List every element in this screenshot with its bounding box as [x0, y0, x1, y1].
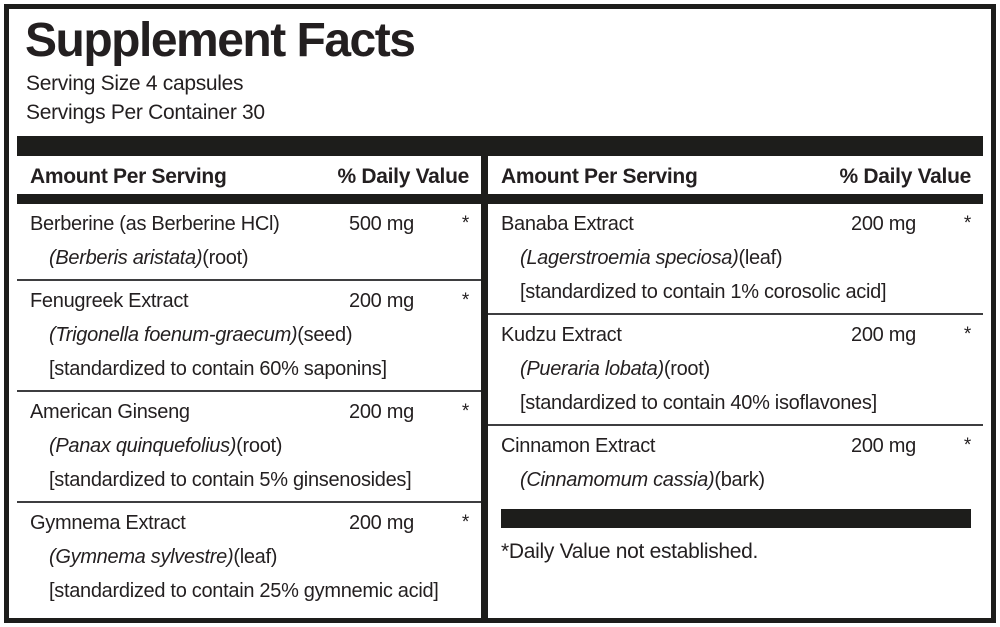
left-header-bar [17, 194, 481, 204]
plant-part: (leaf) [233, 546, 278, 568]
ingredient-name: Kudzu Extract [501, 324, 622, 346]
latin-name: (Gymnema sylvestre) [49, 546, 234, 568]
standardization-note: [standardized to contain 5% ginsenosides] [49, 469, 412, 491]
ingredient-row-cinnamon [488, 426, 983, 501]
ingredient-amount: 200 mg [851, 435, 916, 457]
plant-part: (root) [202, 247, 249, 269]
ingredient-row-banaba [488, 204, 983, 315]
ingredient-source [30, 540, 469, 574]
standardization-note: [standardized to contain 60% saponins] [49, 358, 387, 380]
daily-value-asterisk: * [963, 435, 971, 456]
daily-value-asterisk: * [963, 324, 971, 345]
ingredient-row-kudzu [488, 315, 983, 426]
amount-per-serving-heading: Amount Per Serving [30, 165, 227, 188]
column-divider [481, 156, 488, 618]
ingredient-row-fenugreek [17, 281, 481, 392]
ingredient-row-berberine [17, 204, 481, 281]
ingredient-amount: 200 mg [851, 324, 916, 346]
daily-value-heading: % Daily Value [337, 165, 469, 188]
ingredient-name: Berberine (as Berberine HCl) [30, 213, 280, 235]
header-divider-bar [17, 136, 983, 156]
supplement-facts-panel [4, 4, 996, 623]
latin-name: (Berberis aristata) [49, 247, 203, 269]
ingredient-row-american-ginseng [17, 392, 481, 503]
ingredient-source [30, 429, 469, 463]
left-column [17, 156, 481, 618]
right-column-header [488, 156, 983, 194]
plant-part: (root) [236, 435, 283, 457]
latin-name: (Panax quinquefolius) [49, 435, 237, 457]
plant-part: (seed) [297, 324, 353, 346]
ingredient-amount: 200 mg [349, 512, 414, 534]
columns-container [17, 156, 983, 618]
plant-part: (root) [663, 358, 710, 380]
left-column-header [17, 156, 481, 194]
ingredient-name: Gymnema Extract [30, 512, 186, 534]
right-header-bar [488, 194, 983, 204]
ingredient-source [30, 241, 469, 275]
panel-title: Supplement Facts [25, 14, 415, 67]
footnote-divider-bar [501, 509, 971, 528]
ingredient-name: Fenugreek Extract [30, 290, 189, 312]
latin-name: (Lagerstroemia speciosa) [520, 247, 739, 269]
ingredient-amount: 200 mg [349, 401, 414, 423]
daily-value-heading: % Daily Value [839, 165, 971, 188]
ingredient-source [30, 318, 469, 352]
ingredient-name: American Ginseng [30, 401, 190, 423]
ingredient-amount: 500 mg [349, 213, 414, 235]
standardization-note: [standardized to contain 25% gymnemic acid] [49, 580, 439, 602]
ingredient-source [501, 352, 971, 386]
amount-per-serving-heading: Amount Per Serving [501, 165, 698, 188]
plant-part: (leaf) [738, 247, 783, 269]
daily-value-asterisk: * [461, 213, 469, 234]
standardization-note: [standardized to contain 1% corosolic acid] [520, 281, 887, 303]
daily-value-asterisk: * [461, 290, 469, 311]
ingredient-row-gymnema [17, 503, 481, 612]
latin-name: (Cinnamomum cassia) [520, 469, 715, 491]
latin-name: (Pueraria lobata) [520, 358, 664, 380]
daily-value-footnote: *Daily Value not established. [501, 540, 759, 563]
standardization-note: [standardized to contain 40% isoflavones] [520, 392, 877, 414]
daily-value-asterisk: * [461, 512, 469, 533]
daily-value-asterisk: * [461, 401, 469, 422]
plant-part: (bark) [714, 469, 765, 491]
ingredient-name: Cinnamon Extract [501, 435, 656, 457]
ingredient-source [501, 463, 971, 497]
ingredient-source [501, 241, 971, 275]
ingredient-amount: 200 mg [851, 213, 916, 235]
serving-size: Serving Size 4 capsules [26, 72, 244, 95]
ingredient-amount: 200 mg [349, 290, 414, 312]
ingredient-name: Banaba Extract [501, 213, 634, 235]
right-column [488, 156, 983, 618]
latin-name: (Trigonella foenum-graecum) [49, 324, 298, 346]
daily-value-asterisk: * [963, 213, 971, 234]
servings-per-container: Servings Per Container 30 [26, 101, 265, 124]
